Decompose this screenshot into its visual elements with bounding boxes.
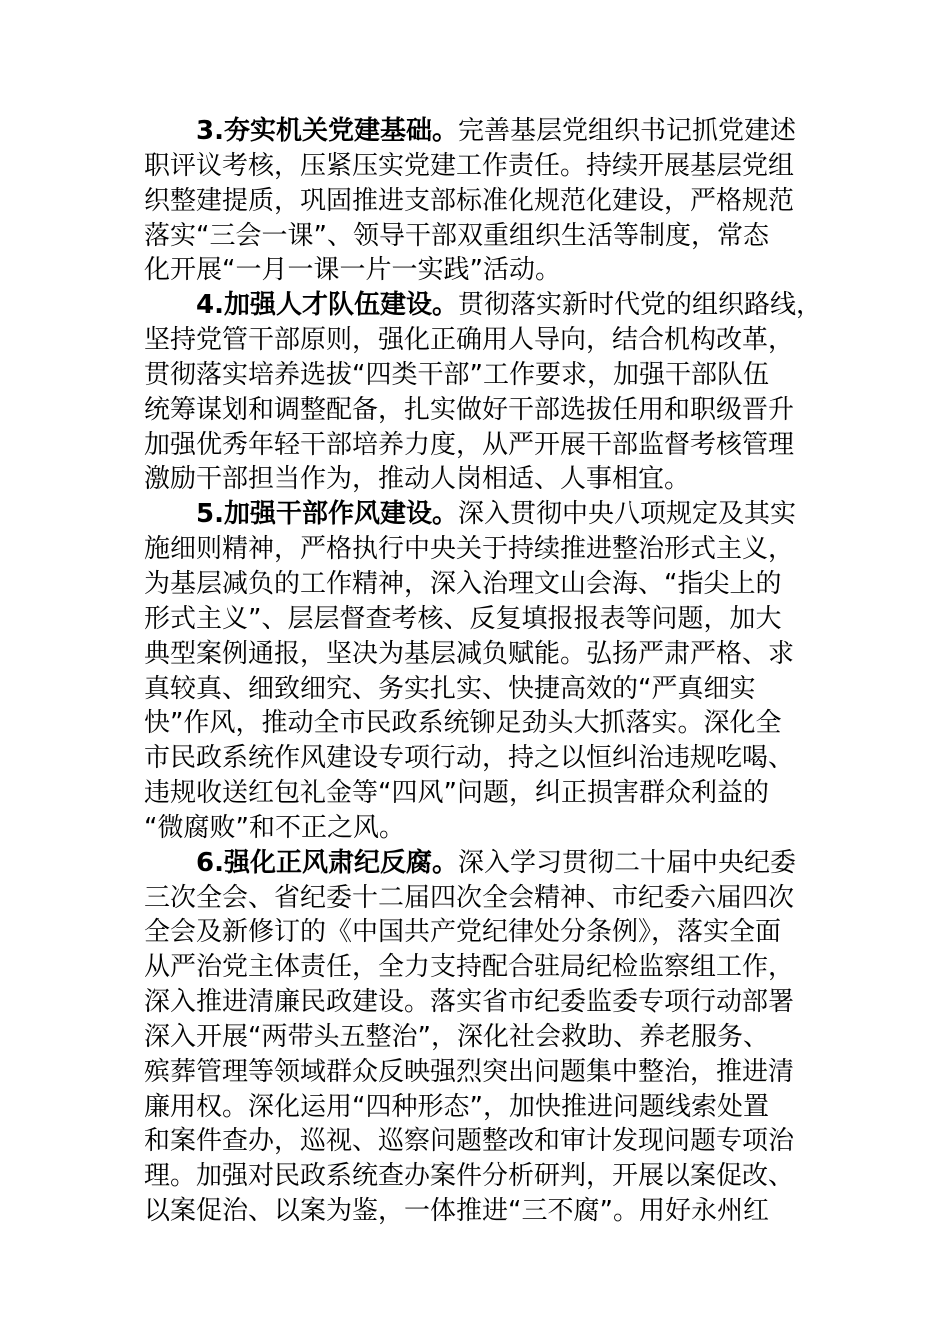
- paragraph-line: 激励干部担当作为，推动人岗相适、人事相宜。: [144, 464, 691, 495]
- paragraph-line: 理。加强对民政系统查办案件分析研判，开展以案促改、: [144, 1161, 795, 1192]
- paragraph-line: [144, 497, 812, 532]
- paragraph-line: 加强优秀年轻干部培养力度，从严开展干部监督考核管理: [144, 429, 795, 460]
- paragraph-text: 贯彻落实新时代党的组织路线，: [457, 290, 822, 321]
- paragraph-line: 织整建提质，巩固推进支部标准化规范化建设，严格规范: [144, 185, 795, 216]
- paragraph-text: 深入贯彻中央八项规定及其实: [457, 499, 796, 530]
- paragraph-line: 统筹谋划和调整配备，扎实做好干部选拔任用和职级晋升: [144, 394, 795, 425]
- document-page: [144, 114, 822, 1229]
- paragraph-line: 形式主义”、层层督查考核、反复填报报表等问题，加大: [144, 603, 782, 634]
- paragraph-line: 和案件查办，巡视、巡察问题整改和审计发现问题专项治: [144, 1126, 795, 1157]
- paragraph-heading: 6.强化正风肃纪反腐。: [196, 847, 458, 878]
- paragraph-line: 施细则精神，严格执行中央关于持续推进整治形式主义，: [144, 534, 795, 565]
- paragraph-line: 贯彻落实培养选拔“四类干部”工作要求，加强干部队伍: [144, 359, 769, 390]
- paragraph-line: 职评议考核，压紧压实党建工作责任。持续开展基层党组: [144, 150, 795, 181]
- paragraph-line: 以案促治、以案为鉴，一体推进“三不腐”。用好永州红: [144, 1196, 769, 1227]
- paragraph-6: [144, 846, 812, 1229]
- paragraph-text: 深入学习贯彻二十届中央纪委: [457, 847, 796, 878]
- paragraph-3: [144, 114, 812, 288]
- paragraph-heading: 3.夯实机关党建基础。: [196, 116, 458, 146]
- paragraph-line: 深入开展“两带头五整治”，深化社会救助、养老服务、: [144, 1021, 769, 1052]
- paragraph-line: 从严治党主体责任，全力支持配合驻局纪检监察组工作，: [144, 952, 795, 983]
- paragraph-line: 为基层减负的工作精神，深入治理文山会海、“指尖上的: [144, 568, 782, 599]
- paragraph-line: [144, 846, 812, 881]
- paragraph-line: [144, 114, 812, 149]
- paragraph-5: [144, 497, 812, 845]
- paragraph-line: “微腐败”和不正之风。: [144, 812, 405, 843]
- paragraph-line: 坚持党管干部原则，强化正确用人导向，结合机构改革，: [144, 325, 795, 356]
- paragraph-line: 全会及新修订的《中国共产党纪律处分条例》，落实全面: [144, 917, 782, 948]
- paragraph-heading: 4.加强人才队伍建设。: [196, 290, 458, 321]
- paragraph-line: 三次全会、省纪委十二届四次全会精神、市纪委六届四次: [144, 882, 795, 913]
- paragraph-text: 完善基层党组织书记抓党建述: [457, 116, 796, 146]
- paragraph-line: 快”作风，推动全市民政系统铆足劲头大抓落实。深化全: [144, 708, 782, 739]
- paragraph-line: 化开展“一月一课一片一实践”活动。: [144, 255, 561, 286]
- paragraph-line: 殡葬管理等领域群众反映强烈突出问题集中整治，推进清: [144, 1056, 795, 1087]
- paragraph-heading: 5.加强干部作风建设。: [196, 499, 458, 530]
- paragraph-line: 落实“三会一课”、领导干部双重组织生活等制度，常态: [144, 220, 769, 251]
- paragraph-line: 典型案例通报，坚决为基层减负赋能。弘扬严肃严格、求: [144, 638, 795, 669]
- paragraph-4: [144, 288, 822, 497]
- paragraph-line: [144, 288, 822, 323]
- paragraph-line: 廉用权。深化运用“四种形态”，加快推进问题线索处置: [144, 1091, 769, 1122]
- paragraph-line: 深入推进清廉民政建设。落实省市纪委监委专项行动部署: [144, 987, 795, 1018]
- paragraph-line: 市民政系统作风建设专项行动，持之以恒纠治违规吃喝、: [144, 743, 795, 774]
- paragraph-line: 真较真、细致细究、务实扎实、快捷高效的“严真细实: [144, 673, 756, 704]
- paragraph-line: 违规收送红包礼金等“四风”问题，纠正损害群众利益的: [144, 778, 769, 809]
